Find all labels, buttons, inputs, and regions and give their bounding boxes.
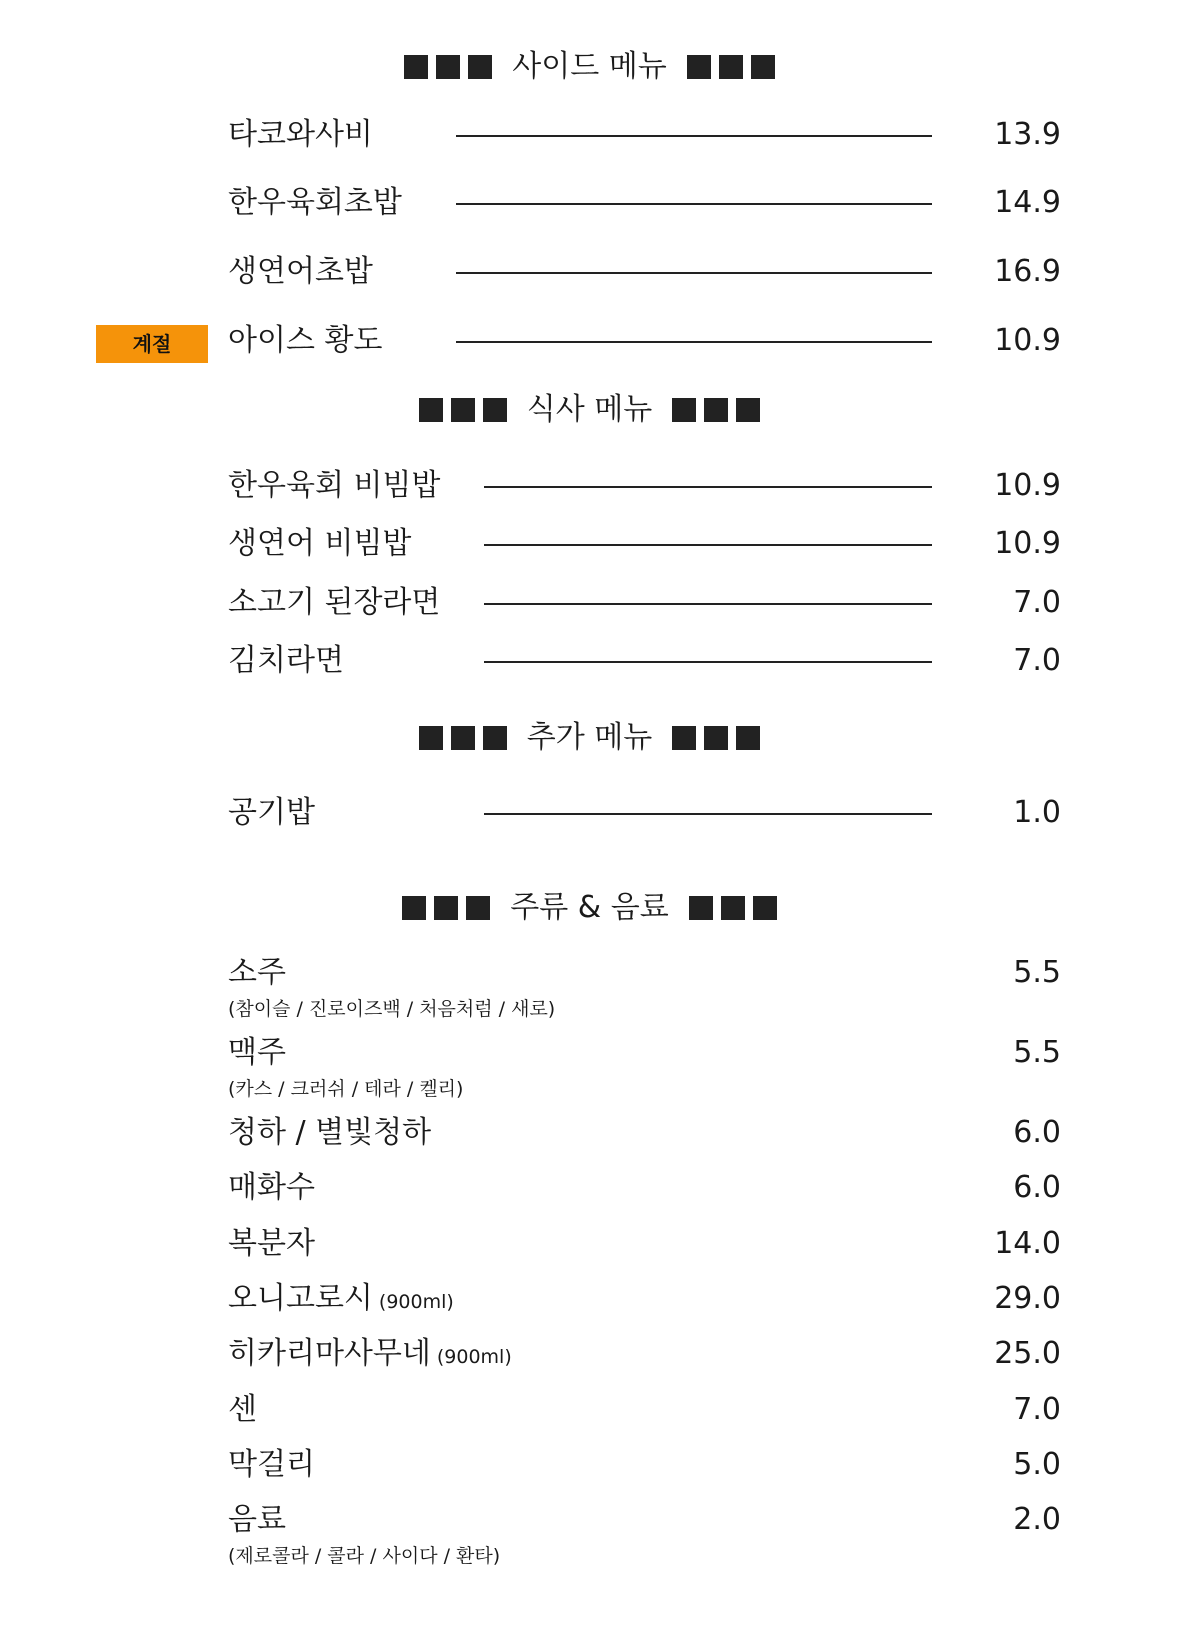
leader-line <box>456 203 932 205</box>
drink-item-name: 맥주 <box>228 1035 286 1070</box>
square-icon <box>721 896 745 920</box>
square-icon <box>466 896 490 920</box>
leader-line <box>456 135 932 137</box>
menu-item <box>0 641 1179 685</box>
menu-item-name: 김치라면 <box>228 643 344 678</box>
menu-item-name: 아이스 황도 <box>228 323 383 358</box>
drink-item-size: (900ml) <box>378 1291 454 1313</box>
leader-line <box>456 341 932 343</box>
drink-item-name: 매화수 <box>228 1170 315 1205</box>
drink-item <box>0 1168 1179 1212</box>
drink-item-name: 청하 / 별빛청하 <box>228 1115 432 1150</box>
section-title-label: 식사 메뉴 <box>526 392 653 427</box>
leader-line <box>484 486 932 488</box>
drink-item-price: 5.0 <box>1013 1447 1061 1482</box>
drink-item-name-wrap <box>228 1334 512 1377</box>
section-title-label: 추가 메뉴 <box>526 720 653 755</box>
section-title-side <box>0 47 1179 87</box>
menu-item <box>0 321 1179 365</box>
square-icon <box>404 55 428 79</box>
square-icon <box>736 726 760 750</box>
square-icon <box>402 896 426 920</box>
drink-item-price: 5.5 <box>1013 1035 1061 1070</box>
menu-item <box>0 466 1179 510</box>
drink-item <box>0 1500 1179 1567</box>
menu-item-price: 10.9 <box>994 323 1061 358</box>
square-icon <box>419 398 443 422</box>
section-title-label: 주류 & 음료 <box>510 890 669 925</box>
square-icon <box>672 726 696 750</box>
square-icon <box>704 726 728 750</box>
leader-line <box>484 661 932 663</box>
menu-item <box>0 115 1179 159</box>
leader-line <box>484 813 932 815</box>
menu-item-name: 소고기 된장라면 <box>228 585 441 620</box>
drink-item <box>0 1113 1179 1157</box>
leader-line <box>484 603 932 605</box>
menu-item-price: 10.9 <box>994 468 1061 503</box>
square-icon <box>751 55 775 79</box>
menu-item <box>0 583 1179 627</box>
drink-item-price: 14.0 <box>994 1226 1061 1261</box>
square-icon <box>451 398 475 422</box>
section-title-label: 사이드 메뉴 <box>512 49 667 84</box>
square-icon <box>434 896 458 920</box>
square-icon <box>753 896 777 920</box>
square-icon <box>436 55 460 79</box>
drink-item-name: 음료 <box>228 1502 286 1537</box>
square-icon <box>687 55 711 79</box>
drink-item-price: 6.0 <box>1013 1115 1061 1150</box>
drink-item <box>0 1390 1179 1434</box>
menu-item-price: 16.9 <box>994 254 1061 289</box>
drink-item <box>0 1445 1179 1489</box>
drink-item <box>0 1224 1179 1268</box>
leader-line <box>484 544 932 546</box>
square-icon <box>419 726 443 750</box>
menu-item <box>0 793 1179 837</box>
leader-line <box>456 272 932 274</box>
drink-item-variants: (제로콜라 / 콜라 / 사이다 / 환타) <box>228 1545 501 1567</box>
drink-item-size: (900ml) <box>436 1346 512 1368</box>
drink-item-price: 6.0 <box>1013 1170 1061 1205</box>
square-icon <box>704 398 728 422</box>
drink-item-price: 25.0 <box>994 1336 1061 1371</box>
drink-item-variants: (참이슬 / 진로이즈백 / 처음처럼 / 새로) <box>228 998 556 1020</box>
square-icon <box>483 398 507 422</box>
section-title-meal <box>0 390 1179 430</box>
drink-item-variants: (카스 / 크러쉬 / 테라 / 켈리) <box>228 1078 464 1100</box>
drink-item <box>0 953 1179 1020</box>
section-title-drinks <box>0 888 1179 928</box>
drink-item-name-wrap <box>228 1279 454 1322</box>
menu-item-price: 7.0 <box>1013 643 1061 678</box>
square-icon <box>468 55 492 79</box>
drink-item-name: 복분자 <box>228 1226 315 1261</box>
drink-item <box>0 1279 1179 1323</box>
menu-item-name: 생연어 비빔밥 <box>228 526 412 561</box>
menu-item <box>0 252 1179 296</box>
menu-item <box>0 524 1179 568</box>
drink-item-name: 소주 <box>228 955 286 990</box>
drink-item-name: 히카리마사무네 <box>228 1336 431 1371</box>
square-icon <box>719 55 743 79</box>
square-icon <box>689 896 713 920</box>
menu-item-name: 한우육회초밥 <box>228 185 402 220</box>
menu-item-name: 타코와사비 <box>228 117 373 152</box>
drink-item-name: 막걸리 <box>228 1447 315 1482</box>
menu-item <box>0 183 1179 227</box>
drink-item-name: 센 <box>228 1392 257 1427</box>
menu-item-name: 생연어초밥 <box>228 254 373 289</box>
menu-item-name: 공기밥 <box>228 795 315 830</box>
menu-item-price: 10.9 <box>994 526 1061 561</box>
drink-item-price: 5.5 <box>1013 955 1061 990</box>
seasonal-badge: 계절 <box>96 325 208 363</box>
menu-item-price: 14.9 <box>994 185 1061 220</box>
drink-item-name: 오니고로시 <box>228 1281 373 1316</box>
drink-item-price: 2.0 <box>1013 1502 1061 1537</box>
section-title-extra <box>0 718 1179 758</box>
drink-item-price: 29.0 <box>994 1281 1061 1316</box>
menu-item-price: 7.0 <box>1013 585 1061 620</box>
menu-item-price: 13.9 <box>994 117 1061 152</box>
drink-item <box>0 1334 1179 1378</box>
drink-item <box>0 1033 1179 1100</box>
menu-item-price: 1.0 <box>1013 795 1061 830</box>
square-icon <box>451 726 475 750</box>
square-icon <box>672 398 696 422</box>
menu-item-name: 한우육회 비빔밥 <box>228 468 441 503</box>
square-icon <box>483 726 507 750</box>
drink-item-price: 7.0 <box>1013 1392 1061 1427</box>
square-icon <box>736 398 760 422</box>
